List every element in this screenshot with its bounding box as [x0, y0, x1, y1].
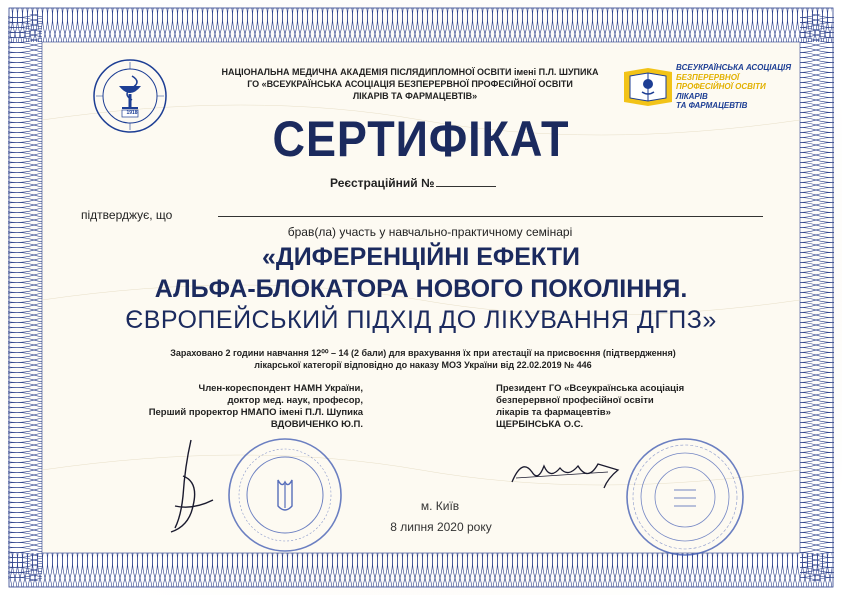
certificate-title: СЕРТИФІКАТ	[272, 111, 570, 167]
seminar-title-line-3: ЄВРОПЕЙСЬКИЙ ПІДХІД ДО ЛІКУВАННЯ ДГПЗ»	[125, 306, 717, 334]
association-line-5: ТА ФАРМАЦЕВТІВ	[676, 101, 748, 110]
issue-date: 8 липня 2020 року	[390, 520, 492, 534]
association-line-2: БЕЗПЕРЕРВНОЇ	[676, 72, 740, 82]
signature-right-icon	[508, 452, 628, 492]
seminar-title-line-2: АЛЬФА-БЛОКАТОРА НОВОГО ПОКОЛІННЯ.	[154, 275, 688, 303]
signature-left-icon	[163, 436, 223, 536]
issuer-header	[210, 66, 610, 102]
association-stamp-icon	[624, 436, 746, 558]
ministry-stamp-icon	[226, 436, 344, 554]
credits-line-2: лікарської категорії відповідно до наказу МОЗ України від 22.02.2019 № 446	[254, 360, 592, 370]
association-name	[676, 63, 796, 111]
emblem-year: 1918	[126, 110, 138, 116]
signatory-left-name: ВДОВИЧЕНКО Ю.П.	[270, 419, 363, 430]
seminar-title-line-1: «ДИФЕРЕНЦІЙНІ ЕФЕКТИ	[261, 243, 581, 271]
registration-label: Реєстраційний №	[330, 176, 435, 190]
signatory-right-name: ЩЕРБІНСЬКА О.С.	[496, 419, 584, 430]
confirms-label: підтверджує, що	[81, 208, 173, 222]
association-logo-icon	[620, 64, 676, 108]
signatory-right	[496, 383, 756, 431]
signatory-right-line-2: безперервної професійної освіти	[496, 395, 654, 406]
association-line-4: ЛІКАРІВ	[676, 91, 708, 101]
recipient-name-line	[218, 216, 763, 217]
signatory-left-line-3: Перший проректор НМАПО імені П.Л. Шупика	[148, 407, 363, 418]
credits-text	[108, 347, 738, 371]
header-line-3: ЛІКАРІВ ТА ФАРМАЦЕВТІВ»	[352, 91, 478, 101]
signatory-left-line-2: доктор мед. наук, професор,	[227, 395, 363, 406]
registration-number	[330, 176, 496, 190]
signatory-left	[120, 383, 363, 431]
association-line-1: ВСЕУКРАЇНСЬКА АСОЦІАЦІЯ	[676, 63, 792, 72]
header-line-1: НАЦІОНАЛЬНА МЕДИЧНА АКАДЕМІЯ ПІСЛЯДИПЛОМНОЇ ОСВІТИ імені П.Л. ШУПИКА	[221, 67, 599, 77]
signatory-left-line-1: Член-кореспондент НАМН України,	[198, 383, 363, 394]
header-line-2: ГО «ВСЕУКРАЇНСЬКА АСОЦІАЦІЯ БЕЗПЕРЕРВНОЇ ПРОФЕСІЙНОЇ ОСВІТИ	[247, 79, 573, 89]
signatory-right-line-1: Президент ГО «Всеукраїнська асоціація	[496, 383, 685, 394]
signatory-right-line-3: лікарів та фармацевтів»	[496, 407, 611, 418]
association-line-3: ПРОФЕСІЙНОЇ ОСВІТИ	[676, 82, 766, 91]
place: м. Київ	[420, 499, 460, 513]
registration-blank	[436, 176, 496, 187]
credits-line-1: Зараховано 2 години навчання 12⁰⁰ – 14 (2 бали) для врахування їх при атестації на присвоєння (підтвердження)	[170, 348, 676, 358]
participation-text: брав(ла) участь у навчально-практичному семінарі	[287, 225, 573, 239]
